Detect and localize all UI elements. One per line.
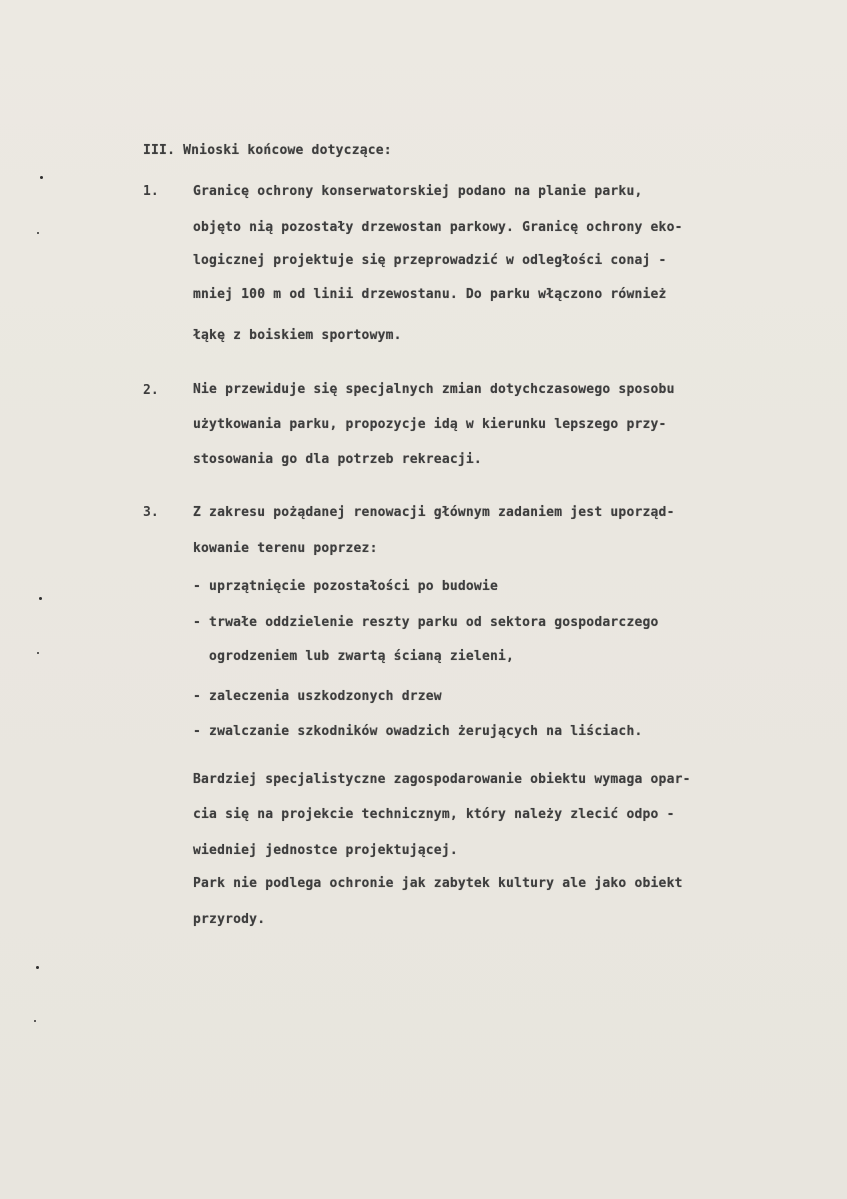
section-number: 3. [143, 505, 159, 520]
margin-dot [37, 232, 39, 234]
section-number: 1. [143, 184, 159, 199]
list-item: - uprzątnięcie pozostałości po budowie [193, 579, 499, 594]
paragraph-line: logicznej projektuje się przeprowadzić w odległości conaj - [193, 253, 667, 268]
section-number: 2. [143, 383, 159, 398]
paragraph-line: Nie przewiduje się specjalnych zmian dotychczasowego sposobu [193, 382, 675, 397]
paragraph-line: Z zakresu pożądanej renowacji głównym zadaniem jest uporząd- [193, 505, 675, 520]
closing-line: wiedniej jednostce projektującej. [193, 843, 458, 858]
paragraph-line: mniej 100 m od linii drzewostanu. Do parku włączono również [193, 287, 667, 302]
closing-line: Bardziej specjalistyczne zagospodarowanie obiektu wymaga opar- [193, 772, 691, 787]
paragraph-line: stosowania go dla potrzeb rekreacji. [193, 452, 482, 467]
section-heading: III. Wnioski końcowe dotyczące: [143, 143, 392, 158]
margin-dot [39, 597, 42, 600]
paragraph-line: użytkowania parku, propozycje idą w kierunku lepszego przy- [193, 417, 667, 432]
margin-dot [40, 176, 43, 179]
list-item: - zaleczenia uszkodzonych drzew [193, 689, 442, 704]
margin-dot [37, 652, 39, 654]
paragraph-line: łąkę z boiskiem sportowym. [193, 328, 402, 343]
list-item: - trwałe oddzielenie reszty parku od sektora gospodarczego [193, 615, 659, 630]
closing-line: cia się na projekcie technicznym, który należy zlecić odpo - [193, 807, 675, 822]
paragraph-line: Granicę ochrony konserwatorskiej podano na planie parku, [193, 184, 643, 199]
closing-line: Park nie podlega ochronie jak zabytek kultury ale jako obiekt [193, 876, 683, 891]
list-item: - zwalczanie szkodników owadzich żerujących na liściach. [193, 724, 643, 739]
closing-line: przyrody. [193, 912, 266, 927]
paragraph-line: kowanie terenu poprzez: [193, 541, 378, 556]
list-item: ogrodzeniem lub zwartą ścianą zieleni, [193, 649, 515, 664]
margin-dot [34, 1020, 36, 1022]
margin-dot [36, 966, 39, 969]
paragraph-line: objęto nią pozostały drzewostan parkowy. Granicę ochrony eko- [193, 220, 683, 235]
